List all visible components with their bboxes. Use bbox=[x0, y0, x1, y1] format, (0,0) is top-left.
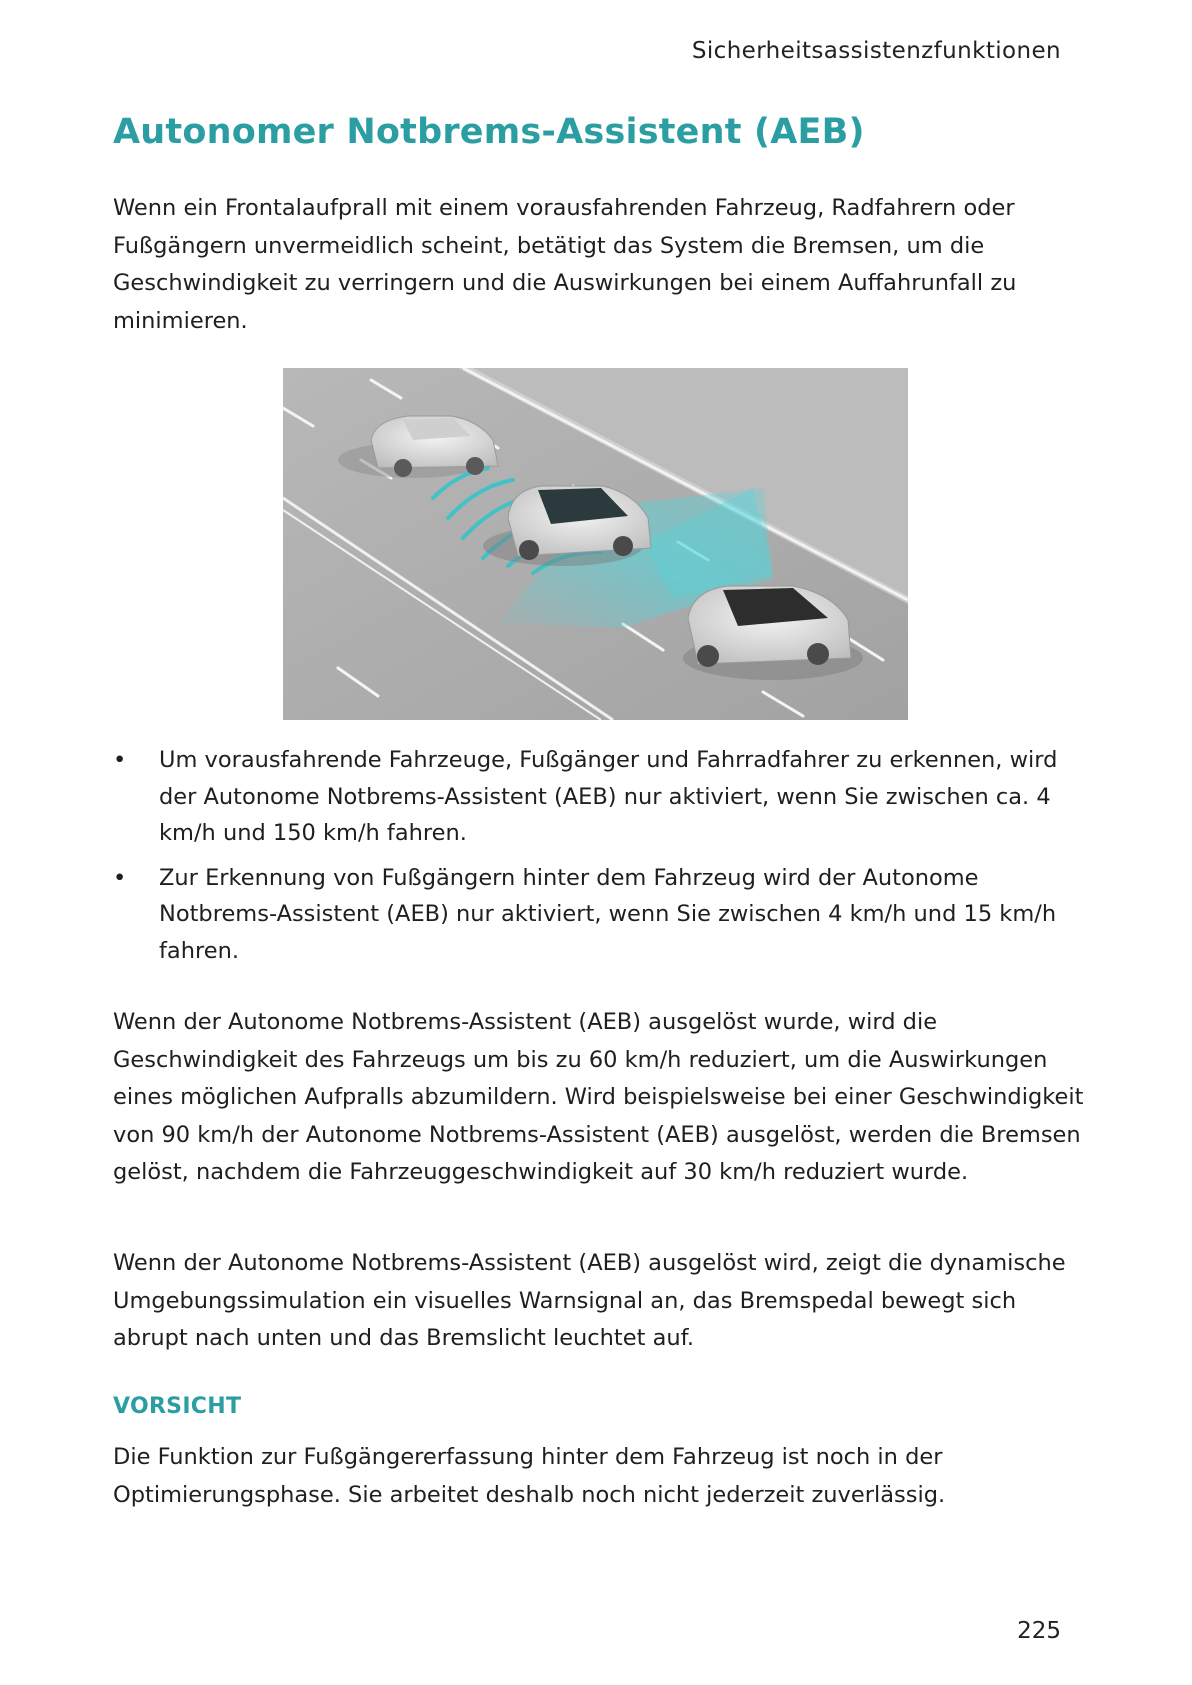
condition-bullet-list bbox=[113, 742, 1098, 977]
illustration-svg bbox=[283, 368, 908, 720]
bullet-text: Zur Erkennung von Fußgängern hinter dem Fahrzeug wird der Autonome Notbrems-Assistent (AEB) nur aktiviert, wenn Sie zwischen 4 km/h und 15 km/h fahren. bbox=[159, 864, 1057, 964]
page-number: 225 bbox=[1017, 1618, 1061, 1644]
bullet-marker: • bbox=[113, 747, 127, 773]
body-paragraph: Wenn der Autonome Notbrems-Assistent (AEB) ausgelöst wurde, wird die Geschwindigkeit des Fahrzeugs um bis zu 60 km/h reduziert, um die Auswirkungen eines möglichen Aufpralls abzumildern. Wird beispielsweise bei einer Geschwindigkeit von 90 km/h der Autonome Notbrems-Assistent (AEB) ausgelöst, werden die Bremsen gelöst, nachdem die Fahrzeuggeschwindigkeit auf 30 km/h reduziert wurde. bbox=[113, 1009, 1084, 1185]
aeb-road-scene-illustration bbox=[283, 368, 908, 720]
caution-heading: VORSICHT bbox=[113, 1394, 242, 1419]
list-item bbox=[113, 742, 1098, 852]
bullet-text: Um vorausfahrende Fahrzeuge, Fußgänger und Fahrradfahrer zu erkennen, wird der Autonome Notbrems-Assistent (AEB) nur aktiviert, wenn Sie zwischen ca. 4 km/h und 150 km/h fahren. bbox=[159, 747, 1058, 846]
list-item bbox=[113, 860, 1098, 970]
running-header: Sicherheitsassistenzfunktionen bbox=[691, 38, 1061, 64]
intro-paragraph: Wenn ein Frontalaufprall mit einem vorausfahrenden Fahrzeug, Radfahrern oder Fußgängern unvermeidlich scheint, betätigt das System die Bremsen, um die Geschwindigkeit zu verringern und die Auswirkungen bei einem Auffahrunfall zu minimieren. bbox=[113, 195, 1017, 334]
body-paragraph: Wenn der Autonome Notbrems-Assistent (AEB) ausgelöst wird, zeigt die dynamische Umgebungssimulation ein visuelles Warnsignal an, das Bremspedal bewegt sich abrupt nach unten und das Bremslicht leuchtet auf. bbox=[113, 1250, 1066, 1351]
caution-text: Die Funktion zur Fußgängererfassung hinter dem Fahrzeug ist noch in der Optimierungsphase. Sie arbeitet deshalb noch nicht jederzeit zuverlässig. bbox=[113, 1444, 946, 1508]
bullet-marker: • bbox=[113, 864, 127, 891]
page-title: Autonomer Notbrems-Assistent (AEB) bbox=[113, 112, 865, 152]
